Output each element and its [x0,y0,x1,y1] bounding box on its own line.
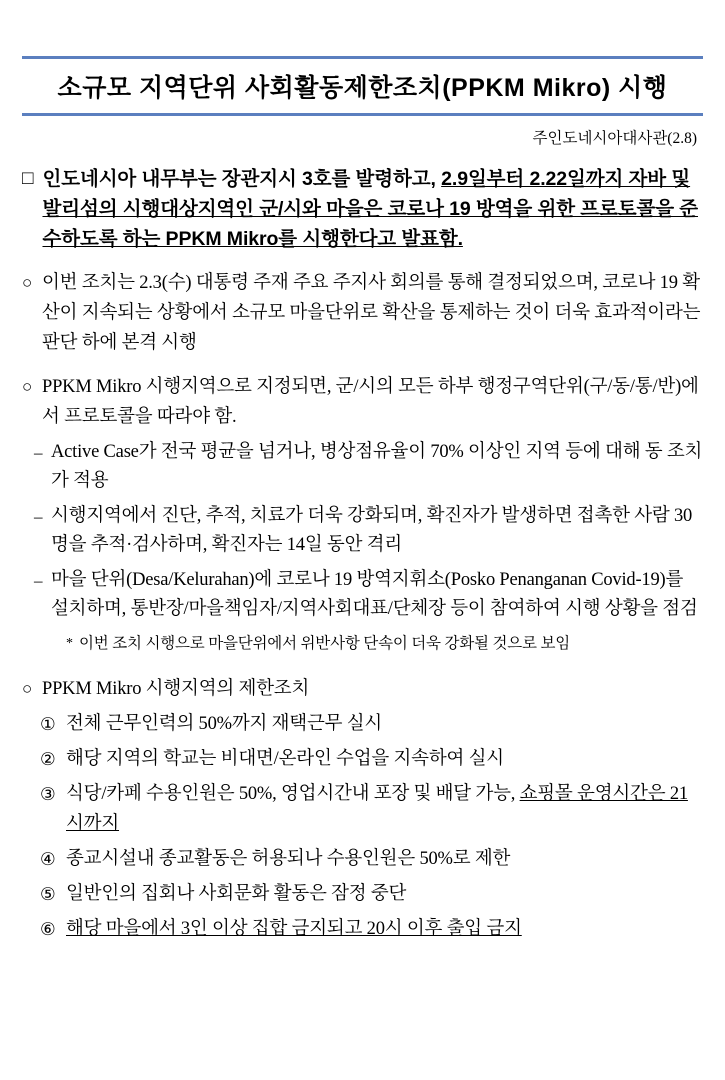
sub-bullet-marker: – [34,443,43,462]
number-marker: ④ [40,849,56,869]
item-text: PPKM Mikro 시행지역으로 지정되면, 군/시의 모든 하부 행정구역단위(구/동/통/반)에서 프로토콜을 따라야 함. [42,377,699,427]
lead-paragraph [22,164,703,254]
number-marker: ③ [40,784,56,804]
numbered-item-text: 일반인의 집회나 사회문화 활동은 잠정 중단 [66,884,407,904]
number-marker: ⑤ [40,884,56,904]
number-marker: ② [40,749,56,769]
number-marker: ⑥ [40,919,56,939]
asterisk-marker: * [66,636,73,651]
document-page [0,56,725,1080]
title-banner [22,56,703,116]
sub-list-item [22,502,703,560]
footnote [22,632,703,656]
numbered-item [40,744,703,774]
numbered-item [40,914,703,944]
numbered-item-text-underlined: 쇼핑몰 운영시간은 21시까지 [66,784,688,834]
numbered-list [22,709,703,944]
lead-text-underlined: 2.9일부터 2.22일까지 자바 및 발리섬의 시행대상지역인 군/시와 마을은 코로나 19 방역을 위한 프로토콜을 준수하도록 하는 PPKM Mikro를 시행한다고 발표함. [42,168,698,250]
number-marker: ① [40,714,56,734]
numbered-item-text: 해당 지역의 학교는 비대면/온라인 수업을 지속하여 실시 [66,749,504,769]
sub-item-text: 시행지역에서 진단, 추적, 치료가 더욱 강화되며, 확진자가 발생하면 접촉한 사람 30명을 추적·검사하며, 확진자는 14일 동안 격리 [51,506,693,555]
sub-bullet-marker: – [34,571,43,590]
lead-paragraph-text [42,164,703,254]
sub-item-text: Active Case가 전국 평균을 넘거나, 병상점유율이 70% 이상인 지역 등에 대해 동 조치가 적용 [51,442,703,491]
page-title: 소규모 지역단위 사회활동제한조치(PPKM Mikro) 시행 [57,74,668,102]
lead-text-plain: 인도네시아 내무부는 장관지시 3호를 발령하고, [42,168,442,190]
item-bullet-marker: ○ [22,679,33,698]
section-heading-item [22,674,703,704]
numbered-item [40,709,703,739]
item-bullet-marker: ○ [22,377,33,396]
lead-bullet-marker: □ [22,168,34,189]
sub-list-item [22,566,703,624]
list-item [22,372,703,432]
numbered-item-text-plain: 식당/카페 수용인원은 50%, 영업시간내 포장 및 배달 가능, [66,784,520,804]
footnote-text: 이번 조치 시행으로 마을단위에서 위반사항 단속이 더욱 강화될 것으로 보임 [79,635,571,652]
numbered-item [40,844,703,874]
item-bullet-marker: ○ [22,273,33,292]
byline: 주인도네시아대사관(2.8) [532,130,697,147]
numbered-item-text: 종교시설내 종교활동은 허용되나 수용인원은 50%로 제한 [66,849,511,869]
numbered-item-text [66,779,703,839]
section-heading-text: PPKM Mikro 시행지역의 제한조치 [42,679,310,699]
numbered-item-text: 해당 마을에서 3인 이상 집합 금지되고 20시 이후 출입 금지 [66,919,522,939]
numbered-item [40,779,703,839]
sub-bullet-marker: – [34,507,43,526]
numbered-item-text: 전체 근무인력의 50%까지 재택근무 실시 [66,714,383,734]
item-text: 이번 조치는 2.3(수) 대통령 주재 주요 주지사 회의를 통해 결정되었으며, 코로나 19 확산이 지속되는 상황에서 소규모 마을단위로 확산을 통제하는 것이 더욱 효과적이라는 판단 하에 본격 시행 [42,273,701,353]
sub-item-text: 마을 단위(Desa/Kelurahan)에 코로나 19 방역지휘소(Posko Penanganan Covid-19)를 설치하며, 통반장/마을책임자/지역사회대표/단체장 등이 참여하여 시행 상황을 점검 [51,570,698,619]
sub-list-item [22,438,703,496]
numbered-item [40,879,703,909]
list-item [22,268,703,358]
